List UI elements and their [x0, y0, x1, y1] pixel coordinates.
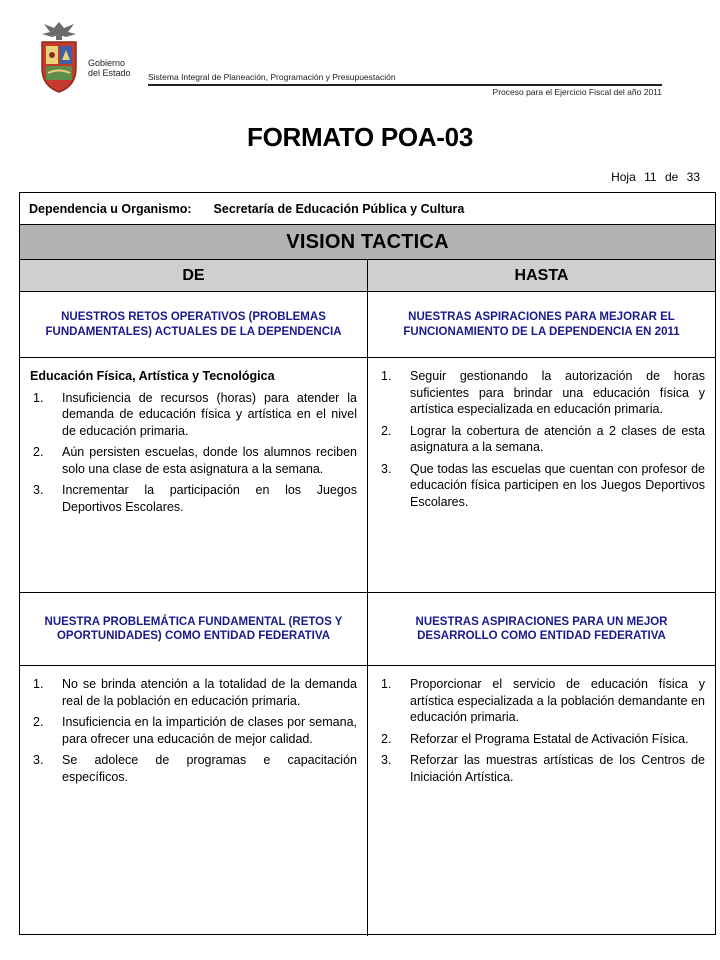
item-text: Incrementar la participación en los Juegos Deportivos Escolares. — [62, 483, 357, 514]
page-label: Hoja — [611, 170, 636, 184]
item-number: 2. — [33, 715, 44, 729]
page-total: 33 — [686, 170, 700, 184]
list-item — [30, 714, 357, 747]
aspiraciones-header: NUESTRAS ASPIRACIONES PARA MEJORAR EL FUNCIONAMIENTO DE LA DEPENDENCIA EN 2011 — [403, 311, 680, 338]
item-number: 2. — [381, 423, 392, 438]
item-number: 1. — [33, 390, 44, 405]
list-item — [378, 368, 705, 418]
document-title: FORMATO POA-03 — [247, 122, 473, 152]
retos-list — [30, 390, 357, 516]
list-item — [378, 423, 705, 456]
retos-operativos-header: NUESTROS RETOS OPERATIVOS (PROBLEMAS FUNDAMENTALES) ACTUALES DE LA DEPENDENCIA — [20, 292, 368, 357]
item-number: 2. — [381, 731, 392, 746]
list-item — [378, 461, 705, 511]
dependencia-label: Dependencia u Organismo: — [29, 201, 192, 216]
system-title: Sistema Integral de Planeación, Programación y Presupuestación — [148, 72, 396, 82]
list-item — [30, 482, 357, 515]
vision-tactica-header: VISION TACTICA — [20, 224, 715, 259]
item-number: 3. — [33, 753, 44, 767]
page-counter — [606, 170, 700, 184]
item-number: 3. — [381, 753, 392, 767]
problematica-list — [30, 676, 357, 785]
list-item — [30, 676, 357, 709]
list-item — [378, 731, 705, 748]
list-item — [30, 390, 357, 440]
item-text: Proporcionar el servicio de educación física y artística especializada a la población demandante en educación primaria. — [410, 677, 705, 724]
item-text: Insuficiencia de recursos (horas) para atender la demanda de educación física y artística en el nivel de educación primaria. — [62, 390, 357, 438]
item-text: Reforzar las muestras artísticas de los Centros de Iniciación Artística. — [410, 753, 705, 784]
item-number: 3. — [33, 483, 44, 497]
list-item — [378, 752, 705, 785]
item-text: Se adolece de programas e capacitación específicos. — [62, 753, 357, 784]
problematica-cell — [20, 666, 368, 936]
item-text: Reforzar el Programa Estatal de Activación Física. — [410, 731, 689, 746]
page-de: de — [664, 170, 679, 184]
aspiraciones-list — [378, 368, 705, 510]
dependencia-row — [20, 193, 715, 224]
retos-content-row — [20, 357, 715, 592]
item-text: No se brinda atención a la totalidad de la demanda real de la población en educación primaria. — [62, 677, 357, 708]
poa-table — [19, 192, 716, 935]
gobierno-label — [88, 58, 131, 78]
item-text: Insuficiencia en la impartición de clases por semana, para ofrecer una educación de mejor calidad. — [62, 715, 357, 746]
item-number: 1. — [381, 677, 392, 691]
gobierno-line2: del Estado — [88, 68, 131, 78]
desarrollo-header: NUESTRAS ASPIRACIONES PARA UN MEJOR DESARROLLO COMO ENTIDAD FEDERATIVA — [415, 615, 668, 642]
item-text: Seguir gestionando la autorización de horas suficientes para brindar una educación física y artística especializada en educación primaria. — [410, 369, 705, 416]
header-divider — [148, 84, 662, 86]
list-item — [378, 676, 705, 726]
item-number: 1. — [33, 677, 44, 691]
desarrollo-list — [378, 676, 705, 785]
hasta-header: HASTA — [514, 266, 569, 284]
item-number: 2. — [33, 445, 44, 459]
fiscal-process-label: Proceso para el Ejercicio Fiscal del año 2011 — [492, 87, 662, 97]
problematica-header: NUESTRA PROBLEMÁTICA FUNDAMENTAL (RETOS Y OPORTUNIDADES) COMO ENTIDAD FEDERATIVA — [20, 593, 368, 665]
desarrollo-cell — [368, 666, 715, 936]
area-heading: Educación Física, Artística y Tecnológica — [30, 369, 275, 383]
item-number: 1. — [381, 369, 392, 383]
list-item — [30, 752, 357, 785]
list-item — [30, 444, 357, 477]
item-text: Lograr la cobertura de atención a 2 clases de esta asignatura a la semana. — [410, 423, 705, 454]
item-text: Aún persisten escuelas, donde los alumnos reciben solo una clase de esta asignatura a la semana. — [62, 445, 357, 476]
item-text: Que todas las escuelas que cuentan con profesor de educación física participen en los Juegos Deportivos Escolares. — [410, 461, 705, 509]
problematica-content-row — [20, 665, 715, 936]
state-seal-logo — [36, 18, 82, 96]
de-hasta-row — [20, 259, 715, 291]
gobierno-line1: Gobierno — [88, 58, 126, 68]
retos-cell — [20, 358, 368, 592]
page-current: 11 — [644, 170, 657, 184]
aspiraciones-cell — [368, 358, 715, 592]
de-header: DE — [20, 260, 368, 291]
item-number: 3. — [381, 461, 392, 476]
dependencia-value: Secretaría de Educación Pública y Cultura — [213, 201, 465, 216]
retos-header-row — [20, 291, 715, 357]
problematica-header-row — [20, 592, 715, 665]
